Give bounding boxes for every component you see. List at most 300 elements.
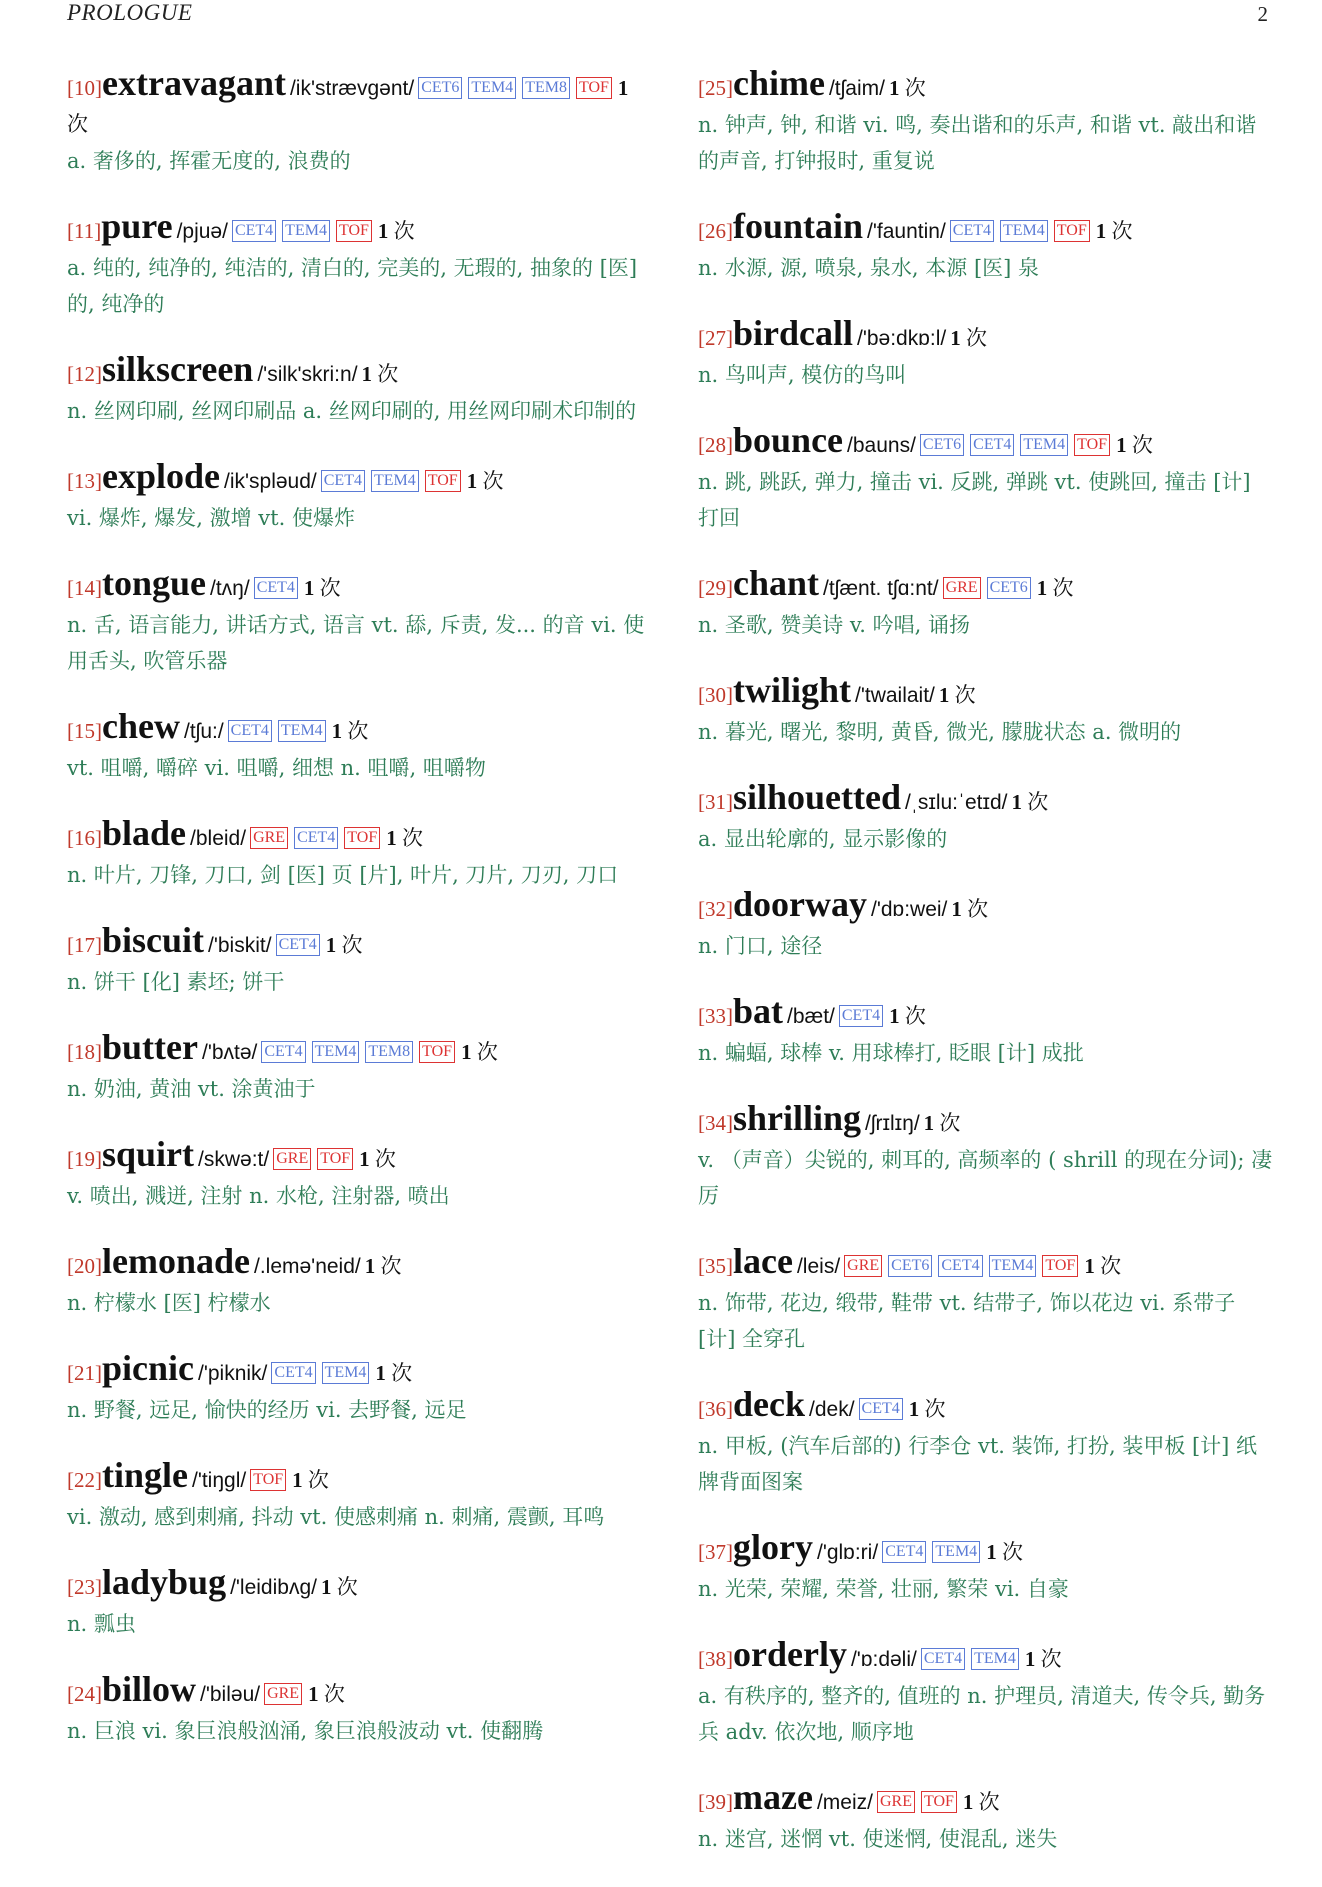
phonetic: /ik'spləud/ [224, 470, 317, 493]
exam-tag: TEM4 [989, 1255, 1037, 1277]
count-value: 1 [986, 1540, 997, 1564]
phonetic: /bæt/ [787, 1005, 835, 1028]
entry-headline [67, 206, 647, 249]
exam-tag: TEM4 [312, 1041, 360, 1063]
exam-tag: CET4 [839, 1005, 883, 1027]
occurrence-count [378, 219, 415, 243]
headword: biscuit [102, 920, 205, 960]
exam-tag: GRE [250, 827, 288, 849]
entry-number: [15] [67, 719, 102, 743]
page-number: 2 [1257, 2, 1268, 26]
headword: bounce [733, 420, 844, 460]
headword: chant [733, 563, 820, 603]
entry-headline [67, 813, 647, 856]
definition: a. 显出轮廓的, 显示影像的 [698, 827, 948, 851]
count-unit: 次 [904, 76, 926, 100]
count-value: 1 [1084, 1254, 1095, 1278]
entry-number: [37] [698, 1540, 733, 1564]
vocab-entry [67, 1241, 647, 1321]
entry-headline [67, 1027, 647, 1070]
entry-number: [19] [67, 1147, 102, 1171]
phonetic: /'biskit/ [208, 934, 272, 957]
headword: orderly [733, 1634, 847, 1674]
occurrence-count [321, 1575, 358, 1599]
phonetic: /ʃrɪlɪŋ/ [865, 1112, 920, 1135]
definition: n. 跳, 跳跃, 弹力, 撞击 vi. 反跳, 弹跳 vt. 使跳回, 撞击 [计] 打回 [698, 470, 1251, 530]
phonetic: /'silk'skri:n/ [257, 363, 358, 386]
entry-number: [11] [67, 219, 102, 243]
count-unit: 次 [1001, 1540, 1023, 1564]
entry-number: [13] [67, 469, 102, 493]
count-value: 1 [359, 1147, 370, 1171]
definition: n. 柠檬水 [医] 柠檬水 [67, 1291, 271, 1315]
entry-headline [698, 313, 1274, 356]
entry-number: [12] [67, 362, 102, 386]
phonetic: /'tiŋgl/ [192, 1469, 247, 1492]
count-value: 1 [331, 719, 343, 743]
vocab-entry [698, 420, 1274, 536]
headword: doorway [733, 884, 867, 924]
vocab-entry [67, 563, 647, 679]
count-value: 1 [386, 826, 397, 850]
entry-number: [25] [698, 76, 733, 100]
count-value: 1 [320, 1575, 332, 1599]
definition: n. 舌, 语言能力, 讲话方式, 语言 vt. 舔, 斥责, 发... 的音 vi. 使用舌头, 吹管乐器 [67, 613, 645, 673]
exam-tag: CET6 [987, 577, 1031, 599]
count-unit: 次 [939, 1111, 961, 1135]
entry-number: [14] [67, 576, 102, 600]
occurrence-count [386, 826, 423, 850]
entry-number: [23] [67, 1575, 102, 1599]
entry-number: [31] [698, 790, 733, 814]
definition: n. 迷宫, 迷惘 vt. 使迷惘, 使混乱, 迷失 [698, 1827, 1058, 1851]
headword: deck [733, 1384, 805, 1424]
count-unit: 次 [377, 362, 399, 386]
definition: a. 纯的, 纯净的, 纯洁的, 清白的, 完美的, 无瑕的, 抽象的 [医] 的, 纯净的 [67, 256, 638, 316]
definition: n. 甲板, (汽车后部的) 行李仓 vt. 装饰, 打扮, 装甲板 [计] 纸牌背面图案 [698, 1434, 1258, 1494]
entry-headline [698, 1241, 1274, 1284]
headword: lemonade [102, 1241, 250, 1281]
phonetic: /bauns/ [847, 434, 916, 457]
exam-tag: GRE [264, 1683, 302, 1705]
exam-tag: CET4 [261, 1041, 305, 1063]
headword: birdcall [733, 313, 854, 353]
definition: n. 饼干 [化] 素坯; 饼干 [67, 970, 285, 994]
count-value: 1 [923, 1111, 935, 1135]
definition: vt. 咀嚼, 嚼碎 vi. 咀嚼, 细想 n. 咀嚼, 咀嚼物 [67, 756, 486, 780]
entry-number: [27] [698, 326, 733, 350]
definition: a. 奢侈的, 挥霍无度的, 浪费的 [67, 149, 351, 173]
occurrence-count [924, 1111, 961, 1135]
count-unit: 次 [1040, 1647, 1062, 1671]
definition: n. 瓢虫 [67, 1612, 136, 1636]
exam-tag: TOF [1042, 1255, 1078, 1277]
count-value: 1 [888, 76, 900, 100]
exam-tag: GRE [844, 1255, 882, 1277]
definition: v. 喷出, 溅迸, 注射 n. 水枪, 注射器, 喷出 [67, 1184, 450, 1208]
left-column [67, 63, 647, 1779]
headword: pure [101, 206, 173, 246]
count-value: 1 [1011, 790, 1022, 814]
headword: extravagant [102, 63, 286, 103]
count-unit: 次 [1131, 433, 1153, 457]
phonetic: /'dɒ:wei/ [871, 898, 948, 921]
vocab-entry [67, 349, 647, 429]
exam-tag: TOF [1074, 434, 1110, 456]
vocab-entry [698, 1527, 1274, 1607]
exam-tag: TOF [336, 220, 372, 242]
occurrence-count [889, 76, 926, 100]
headword: tongue [102, 563, 207, 603]
phonetic: /leis/ [796, 1255, 841, 1278]
headword: butter [102, 1027, 198, 1067]
exam-tag: CET4 [970, 434, 1014, 456]
exam-tag: CET4 [228, 720, 272, 742]
count-unit: 次 [336, 1575, 358, 1599]
phonetic: /'bʌtə/ [201, 1041, 258, 1064]
phonetic: /'biləu/ [200, 1683, 261, 1706]
occurrence-count [365, 1254, 402, 1278]
vocab-entry [698, 313, 1274, 393]
headword: fountain [733, 206, 864, 246]
entry-headline [67, 1241, 647, 1284]
phonetic: /ik'strævgənt/ [289, 77, 415, 100]
occurrence-count [909, 1397, 946, 1421]
exam-tag: TEM4 [468, 77, 516, 99]
occurrence-count [304, 576, 341, 600]
phonetic: /bleid/ [190, 827, 247, 850]
count-value: 1 [951, 897, 962, 921]
definition: n. 光荣, 荣耀, 荣誉, 壮丽, 繁荣 vi. 自豪 [698, 1577, 1069, 1601]
entry-number: [17] [67, 933, 102, 957]
exam-tag: GRE [273, 1148, 311, 1170]
vocab-entry [698, 777, 1274, 857]
count-unit: 次 [347, 719, 369, 743]
exam-tag: CET6 [920, 434, 964, 456]
vocab-entry [67, 920, 647, 1000]
definition: n. 野餐, 远足, 愉快的经历 vi. 去野餐, 远足 [67, 1398, 467, 1422]
entry-number: [30] [698, 683, 733, 707]
phonetic: /'bə:dkɒ:l/ [857, 327, 947, 350]
exam-tag: CET6 [888, 1255, 932, 1277]
vocab-entry [698, 206, 1274, 286]
entry-number: [26] [698, 219, 733, 243]
headword: chew [102, 706, 180, 746]
entry-headline [67, 1669, 647, 1712]
entry-number: [20] [67, 1254, 102, 1278]
definition: n. 暮光, 曙光, 黎明, 黄昏, 微光, 朦胧状态 a. 微明的 [698, 720, 1182, 744]
headword: picnic [102, 1348, 195, 1388]
definition: a. 有秩序的, 整齐的, 值班的 n. 护理员, 清道夫, 传令兵, 勤务兵 adv. 依次地, 顺序地 [698, 1684, 1266, 1744]
phonetic: /tʌŋ/ [210, 577, 250, 600]
definition: n. 奶油, 黄油 vt. 涂黄油于 [67, 1077, 316, 1101]
count-unit: 次 [1111, 219, 1133, 243]
entry-headline [698, 670, 1274, 713]
count-value: 1 [938, 683, 950, 707]
entry-headline [698, 1098, 1274, 1141]
count-unit: 次 [341, 933, 363, 957]
count-unit: 次 [1052, 576, 1074, 600]
entry-number: [22] [67, 1468, 102, 1492]
headword: tingle [102, 1455, 188, 1495]
entry-number: [29] [698, 576, 733, 600]
entry-number: [34] [698, 1111, 733, 1135]
entry-headline [67, 920, 647, 963]
occurrence-count [950, 326, 987, 350]
count-unit: 次 [482, 469, 504, 493]
count-unit: 次 [1027, 790, 1049, 814]
phonetic: /tʃaim/ [828, 77, 885, 100]
headword: twilight [733, 670, 852, 710]
exam-tag: TEM8 [522, 77, 570, 99]
phonetic: /'ɒ:dəli/ [850, 1648, 917, 1671]
exam-tag: CET4 [254, 577, 298, 599]
occurrence-count [359, 1147, 396, 1171]
entry-headline [67, 1348, 647, 1391]
entry-number: [28] [698, 433, 733, 457]
count-unit: 次 [967, 897, 989, 921]
headword: lace [733, 1241, 793, 1281]
running-head: PROLOGUE [67, 0, 193, 25]
vocab-entry [698, 1241, 1274, 1357]
phonetic: /tʃu:/ [183, 720, 224, 743]
vocab-entry [67, 1562, 647, 1642]
vocab-entry [67, 706, 647, 786]
occurrence-count [362, 362, 399, 386]
count-value: 1 [962, 1790, 974, 1814]
entry-headline [698, 991, 1274, 1034]
definition: v. （声音）尖锐的, 刺耳的, 高频率的 ( shrill 的现在分词); 凄厉 [698, 1148, 1273, 1208]
entry-headline [67, 1134, 647, 1177]
phonetic: /dek/ [809, 1398, 855, 1421]
vocab-entry [698, 1098, 1274, 1214]
definition: n. 叶片, 刀锋, 刀口, 剑 [医] 页 [片], 叶片, 刀片, 刀刃, 刀口 [67, 863, 619, 887]
phonetic: /'leidibʌg/ [230, 1576, 317, 1599]
phonetic: /ˌsɪlu:ˈetɪd/ [905, 791, 1008, 814]
occurrence-count [1116, 433, 1153, 457]
entry-headline [698, 777, 1274, 820]
entry-number: [21] [67, 1361, 102, 1385]
count-unit: 次 [393, 219, 415, 243]
entry-headline [698, 1634, 1274, 1677]
count-unit: 次 [374, 1147, 396, 1171]
definition: n. 丝网印刷, 丝网印刷品 a. 丝网印刷的, 用丝网印刷术印制的 [67, 399, 637, 423]
definition: n. 饰带, 花边, 缎带, 鞋带 vt. 结带子, 饰以花边 vi. 系带子 [计] 全穿孔 [698, 1291, 1236, 1351]
phonetic: /pjuə/ [176, 220, 228, 243]
entry-headline [67, 456, 647, 499]
count-unit: 次 [966, 326, 987, 350]
phonetic: /meiz/ [816, 1791, 873, 1814]
headword: explode [102, 456, 221, 496]
occurrence-count [1096, 219, 1133, 243]
vocab-entry [67, 1669, 647, 1749]
count-value: 1 [1024, 1647, 1036, 1671]
entry-headline [698, 563, 1274, 606]
vocab-entry [698, 563, 1274, 643]
count-value: 1 [325, 933, 337, 957]
phonetic: /tʃænt. tʃɑ:nt/ [823, 577, 939, 600]
count-value: 1 [461, 1040, 472, 1064]
exam-tag: GRE [943, 577, 981, 599]
headword: silkscreen [102, 349, 254, 389]
exam-tag: TOF [921, 1791, 957, 1813]
count-value: 1 [377, 219, 389, 243]
count-unit: 次 [1100, 1254, 1122, 1278]
count-value: 1 [1036, 576, 1048, 600]
vocab-entry [67, 813, 647, 893]
headword: glory [733, 1527, 813, 1567]
exam-tag: TOF [250, 1469, 286, 1491]
definition: n. 门口, 途径 [698, 934, 823, 958]
occurrence-count [375, 1361, 412, 1385]
entry-number: [39] [698, 1790, 733, 1814]
exam-tag: TOF [317, 1148, 353, 1170]
headword: bat [733, 991, 784, 1031]
count-value: 1 [617, 76, 629, 100]
vocab-entry [698, 1634, 1274, 1750]
entry-headline [67, 1562, 647, 1605]
exam-tag: TEM4 [932, 1541, 980, 1563]
entry-headline [698, 884, 1274, 927]
occurrence-count [963, 1790, 1000, 1814]
phonetic: /'fauntin/ [867, 220, 946, 243]
headword: chime [733, 63, 825, 103]
headword: maze [733, 1777, 813, 1817]
entry-headline [698, 206, 1274, 249]
vocab-entry [67, 63, 647, 179]
occurrence-count [1084, 1254, 1121, 1278]
entry-number: [36] [698, 1397, 733, 1421]
entry-number: [16] [67, 826, 102, 850]
exam-tag: CET4 [950, 220, 994, 242]
count-unit: 次 [319, 576, 341, 600]
entry-headline [67, 63, 647, 142]
vocab-entry [698, 884, 1274, 964]
count-value: 1 [1116, 433, 1127, 457]
exam-tag: CET4 [921, 1648, 965, 1670]
exam-tag: TEM4 [971, 1648, 1019, 1670]
count-value: 1 [950, 326, 961, 350]
exam-tag: CET4 [321, 470, 365, 492]
exam-tag: TOF [344, 827, 380, 849]
vocab-entry [698, 670, 1274, 750]
entry-headline [698, 1384, 1274, 1427]
count-value: 1 [1095, 219, 1107, 243]
count-unit: 次 [476, 1040, 498, 1064]
entry-number: [24] [67, 1682, 102, 1706]
vocab-entry [67, 1134, 647, 1214]
vocab-entry [67, 206, 647, 322]
occurrence-count [986, 1540, 1023, 1564]
occurrence-count [951, 897, 988, 921]
entry-headline [67, 563, 647, 606]
headword: blade [102, 813, 187, 853]
count-unit: 次 [954, 683, 976, 707]
entry-number: [35] [698, 1254, 733, 1278]
count-value: 1 [889, 1004, 900, 1028]
exam-tag: TEM4 [282, 220, 330, 242]
exam-tag: TEM4 [1000, 220, 1048, 242]
entry-headline [67, 706, 647, 749]
vocab-entry [698, 991, 1274, 1071]
exam-tag: CET4 [882, 1541, 926, 1563]
entry-number: [10] [67, 76, 102, 100]
entry-number: [38] [698, 1647, 733, 1671]
headword: billow [102, 1669, 197, 1709]
exam-tag: CET6 [418, 77, 462, 99]
exam-tag: TEM4 [322, 1362, 370, 1384]
exam-tag: CET4 [294, 827, 338, 849]
count-unit: 次 [67, 112, 88, 136]
headword: shrilling [733, 1098, 862, 1138]
occurrence-count [1012, 790, 1049, 814]
phonetic: /skwə:t/ [198, 1148, 270, 1171]
exam-tag: TEM8 [365, 1041, 413, 1063]
phonetic: /'glɒ:ri/ [816, 1541, 879, 1564]
entry-number: [32] [698, 897, 733, 921]
exam-tag: CET4 [271, 1362, 315, 1384]
count-unit: 次 [391, 1361, 413, 1385]
vocab-entry [698, 1777, 1274, 1857]
entry-headline [698, 1777, 1274, 1820]
entry-headline [698, 420, 1274, 463]
count-value: 1 [308, 1682, 319, 1706]
definition: n. 蝙蝠, 球棒 v. 用球棒打, 眨眼 [计] 成批 [698, 1041, 1084, 1065]
exam-tag: TEM4 [371, 470, 419, 492]
count-value: 1 [364, 1254, 376, 1278]
definition: n. 水源, 源, 喷泉, 泉水, 本源 [医] 泉 [698, 256, 1040, 280]
phonetic: /'twailait/ [855, 684, 935, 707]
exam-tag: TEM4 [1020, 434, 1068, 456]
entry-headline [698, 63, 1274, 106]
definition: n. 巨浪 vi. 象巨浪般汹涌, 象巨浪般波动 vt. 使翻腾 [67, 1719, 544, 1743]
count-unit: 次 [323, 1682, 345, 1706]
vocab-entry [698, 1384, 1274, 1500]
headword: squirt [102, 1134, 195, 1174]
exam-tag: CET4 [859, 1398, 903, 1420]
definition: vi. 激动, 感到刺痛, 抖动 vt. 使感刺痛 n. 刺痛, 震颤, 耳鸣 [67, 1505, 605, 1529]
vocab-entry [67, 456, 647, 536]
occurrence-count [1025, 1647, 1062, 1671]
entry-headline [67, 349, 647, 392]
count-unit: 次 [904, 1004, 926, 1028]
headword: ladybug [102, 1562, 227, 1602]
occurrence-count [332, 719, 369, 743]
exam-tag: TOF [1054, 220, 1090, 242]
headword: silhouetted [733, 777, 902, 817]
occurrence-count [326, 933, 363, 957]
entry-number: [18] [67, 1040, 102, 1064]
count-unit: 次 [401, 826, 423, 850]
definition: n. 圣歌, 赞美诗 v. 吟唱, 诵扬 [698, 613, 970, 637]
count-value: 1 [361, 362, 373, 386]
exam-tag: GRE [877, 1791, 915, 1813]
count-unit: 次 [978, 1790, 1000, 1814]
definition: vi. 爆炸, 爆发, 激增 vt. 使爆炸 [67, 506, 355, 530]
occurrence-count [467, 469, 504, 493]
count-value: 1 [303, 576, 315, 600]
count-unit: 次 [380, 1254, 402, 1278]
occurrence-count [939, 683, 976, 707]
exam-tag: CET4 [232, 220, 276, 242]
phonetic: /'piknik/ [198, 1362, 268, 1385]
exam-tag: TOF [576, 77, 612, 99]
vocab-entry [698, 63, 1274, 179]
count-unit: 次 [307, 1468, 329, 1492]
occurrence-count [1037, 576, 1074, 600]
phonetic: /.lemə'neid/ [254, 1255, 361, 1278]
count-value: 1 [466, 469, 478, 493]
